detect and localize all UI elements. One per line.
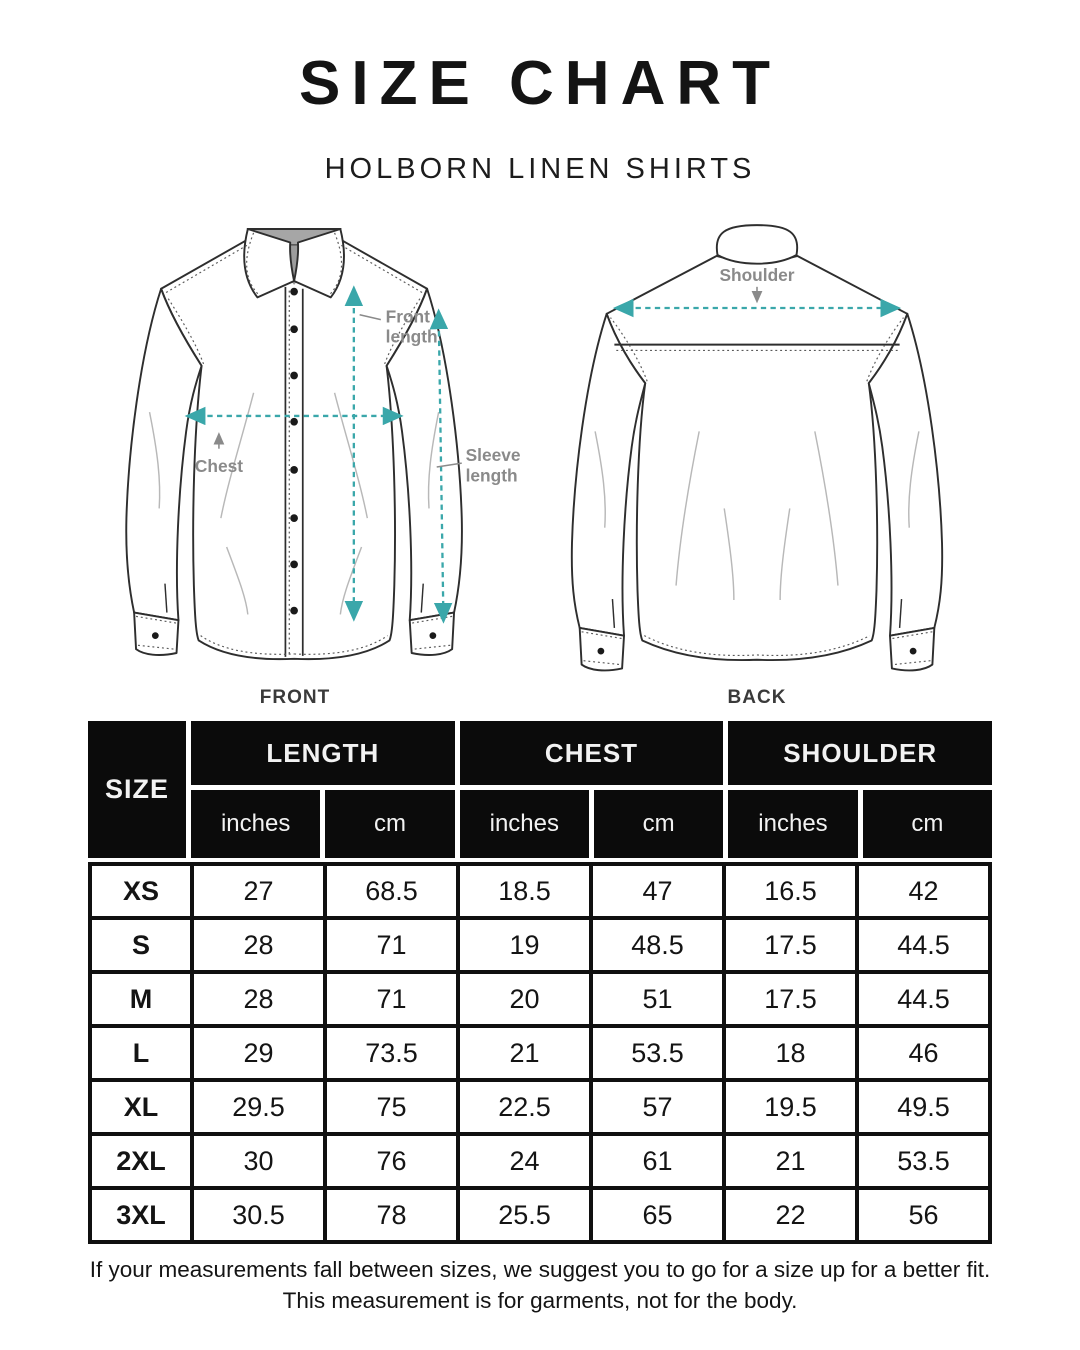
cell-l-chest-in: 21 (460, 1028, 589, 1078)
sleeve-length-label-2: length (465, 465, 518, 486)
size-cell-m: M (92, 974, 190, 1024)
footnote-line-2: This measurement is for garments, not for the body. (282, 1288, 798, 1314)
cell-2xl-shoulder-cm: 53.5 (859, 1136, 988, 1186)
shoulder-inches-header: inches (728, 790, 857, 858)
cell-m-chest-cm: 51 (593, 974, 722, 1024)
cell-3xl-shoulder-in: 22 (726, 1190, 855, 1240)
page-subtitle: HOLBORN LINEN SHIRTS (324, 153, 756, 185)
size-cell-2xl: 2XL (92, 1136, 190, 1186)
front-length-label-1: Front (385, 306, 430, 327)
cell-3xl-length-in: 30.5 (194, 1190, 323, 1240)
cell-2xl-length-cm: 76 (327, 1136, 456, 1186)
cell-2xl-chest-in: 24 (460, 1136, 589, 1186)
cell-xl-chest-cm: 57 (593, 1082, 722, 1132)
cell-xs-chest-cm: 47 (593, 866, 722, 916)
cell-s-chest-cm: 48.5 (593, 920, 722, 970)
cell-l-chest-cm: 53.5 (593, 1028, 722, 1078)
size-table (88, 721, 992, 1244)
cell-m-shoulder-cm: 44.5 (859, 974, 988, 1024)
cell-s-shoulder-in: 17.5 (726, 920, 855, 970)
cell-m-length-cm: 71 (327, 974, 456, 1024)
cell-xs-shoulder-cm: 42 (859, 866, 988, 916)
shoulder-label: Shoulder (719, 265, 795, 286)
table-header (88, 721, 992, 858)
chest-inches-header: inches (460, 790, 589, 858)
cell-xs-length-in: 27 (194, 866, 323, 916)
cell-xl-length-cm: 75 (327, 1082, 456, 1132)
cell-xl-length-in: 29.5 (194, 1082, 323, 1132)
chest-group-header: CHEST (460, 721, 724, 785)
size-cell-l: L (92, 1028, 190, 1078)
shirt-diagrams (0, 200, 1080, 709)
cell-s-shoulder-cm: 44.5 (859, 920, 988, 970)
cell-3xl-chest-cm: 65 (593, 1190, 722, 1240)
cell-2xl-chest-cm: 61 (593, 1136, 722, 1186)
front-shirt-figure (111, 200, 535, 709)
size-cell-xl: XL (92, 1082, 190, 1132)
back-shirt-figure (545, 200, 969, 709)
length-group-header: LENGTH (191, 721, 455, 785)
size-cell-s: S (92, 920, 190, 970)
cell-s-length-cm: 71 (327, 920, 456, 970)
cell-3xl-shoulder-cm: 56 (859, 1190, 988, 1240)
cell-l-length-cm: 73.5 (327, 1028, 456, 1078)
length-inches-header: inches (191, 790, 320, 858)
cell-xs-chest-in: 18.5 (460, 866, 589, 916)
size-cell-xs: XS (92, 866, 190, 916)
cell-2xl-shoulder-in: 21 (726, 1136, 855, 1186)
front-shirt-drawing (111, 200, 535, 682)
chest-cm-header: cm (594, 790, 723, 858)
back-caption: BACK (727, 687, 787, 708)
cell-l-length-in: 29 (194, 1028, 323, 1078)
table-body (88, 862, 992, 1244)
back-shirt-drawing (545, 200, 969, 682)
cell-xs-length-cm: 68.5 (327, 866, 456, 916)
shoulder-group-header: SHOULDER (728, 721, 992, 785)
sleeve-length-label-1: Sleeve (465, 445, 521, 466)
cell-3xl-length-cm: 78 (327, 1190, 456, 1240)
cell-3xl-chest-in: 25.5 (460, 1190, 589, 1240)
shoulder-cm-header: cm (863, 790, 992, 858)
cell-s-chest-in: 19 (460, 920, 589, 970)
cell-xs-shoulder-in: 16.5 (726, 866, 855, 916)
cell-2xl-length-in: 30 (194, 1136, 323, 1186)
cell-xl-shoulder-cm: 49.5 (859, 1082, 988, 1132)
footnote (0, 1254, 1080, 1316)
size-cell-3xl: 3XL (92, 1190, 190, 1240)
cell-m-length-in: 28 (194, 974, 323, 1024)
cell-l-shoulder-in: 18 (726, 1028, 855, 1078)
front-length-label-2: length (385, 326, 438, 347)
cell-s-length-in: 28 (194, 920, 323, 970)
chest-label: Chest (194, 455, 244, 476)
cell-m-shoulder-in: 17.5 (726, 974, 855, 1024)
page-title: SIZE CHART (299, 49, 781, 118)
front-caption: FRONT (259, 687, 331, 708)
footnote-line-1: If your measurements fall between sizes, we suggest you to go for a size up for a better fit. (89, 1257, 991, 1282)
front-shirt-body (126, 241, 462, 660)
size-column-header: SIZE (88, 721, 186, 858)
cell-xl-chest-in: 22.5 (460, 1082, 589, 1132)
cell-xl-shoulder-in: 19.5 (726, 1082, 855, 1132)
length-cm-header: cm (325, 790, 454, 858)
cell-l-shoulder-cm: 46 (859, 1028, 988, 1078)
cell-m-chest-in: 20 (460, 974, 589, 1024)
